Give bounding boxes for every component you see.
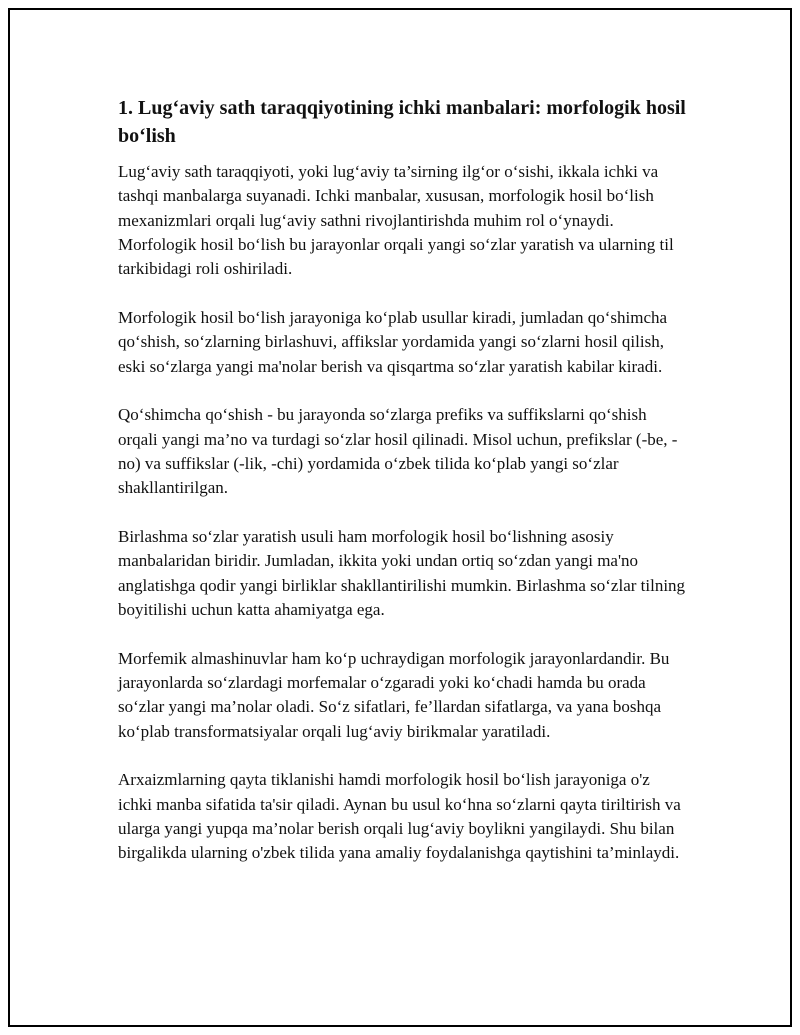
- paragraph-4: Birlashma so‘zlar yaratish usuli ham morfologik hosil bo‘lishning asosiy manbalaridan biridir. Jumladan, ikkita yoki undan ortiq so‘zdan yangi ma'no anglatishga qodir yangi birliklar shakllantirilishi mumkin. Birlashma so‘zlar tilning boyitilishi uchun katta ahamiyatga ega.: [118, 527, 686, 619]
- document-body: [118, 94, 688, 890]
- paragraph-2: Morfologik hosil bo‘lish jarayoniga ko‘plab usullar kiradi, jumladan qo‘shimcha qo‘shish, so‘zlarning birlashuvi, affikslar yordamida yangi so‘zlarni hosil qilish, eski so‘zlarga yangi ma'nolar berish va qisqartma so‘zlar yaratish kabilar kiradi.: [118, 307, 668, 376]
- paragraph-3: Qo‘shimcha qo‘shish - bu jarayonda so‘zlarga prefiks va suffikslarni qo‘shish orqali yangi ma’no va turdagi so‘zlar hosil qilinadi. Misol uchun, prefikslar (-be, -no) va suffikslar (-lik, -chi) yordamida o‘zbek tilida ko‘plab yangi so‘zlar shakllantirilgan.: [118, 405, 678, 498]
- section-title: 1. Lug‘aviy sath taraqqiyotining ichki manbalari: morfologik hosil bo‘lish: [118, 97, 686, 147]
- paragraph-1: Lug‘aviy sath taraqqiyoti, yoki lug‘aviy ta’sirning ilg‘or o‘sishi, ikkala ichki va tashqi manbalarga suyanadi. Ichki manbalar, xususan, morfologik hosil bo‘lish mexanizmlari orqali lug‘aviy sathni rivojlantirishda muhim rol o‘ynaydi. Morfologik hosil bo‘lish bu jarayonlar orqali yangi so‘zlar yaratish va ularning til tarkibidagi roli oshiriladi.: [118, 162, 674, 279]
- paragraph-5: Morfemik almashinuvlar ham ko‘p uchraydigan morfologik jarayonlardandir. Bu jarayonlarda so‘zlardagi morfemalar o‘zgaradi yoki ko‘chadi hamda bu orada so‘zlar yangi ma’nolar oladi. So‘z sifatlari, fe’llardan sifatlarga, va yana boshqa ko‘plab transformatsiyalar orqali lug‘aviy birikmalar yaratiladi.: [118, 648, 670, 741]
- paragraph-6: Arxaizmlarning qayta tiklanishi hamdi morfologik hosil bo‘lish jarayoniga o'z ichki manba sifatida ta'sir qiladi. Aynan bu usul ko‘hna so‘zlarni qayta tiriltirish va ularga yangi yupqa ma’nolar berish orqali lug‘aviy boylikni yangilaydi. Shu bilan birgalikda ularning o'zbek tilida yana amaliy foydalanishga qaytishini ta’minlaydi.: [118, 770, 681, 863]
